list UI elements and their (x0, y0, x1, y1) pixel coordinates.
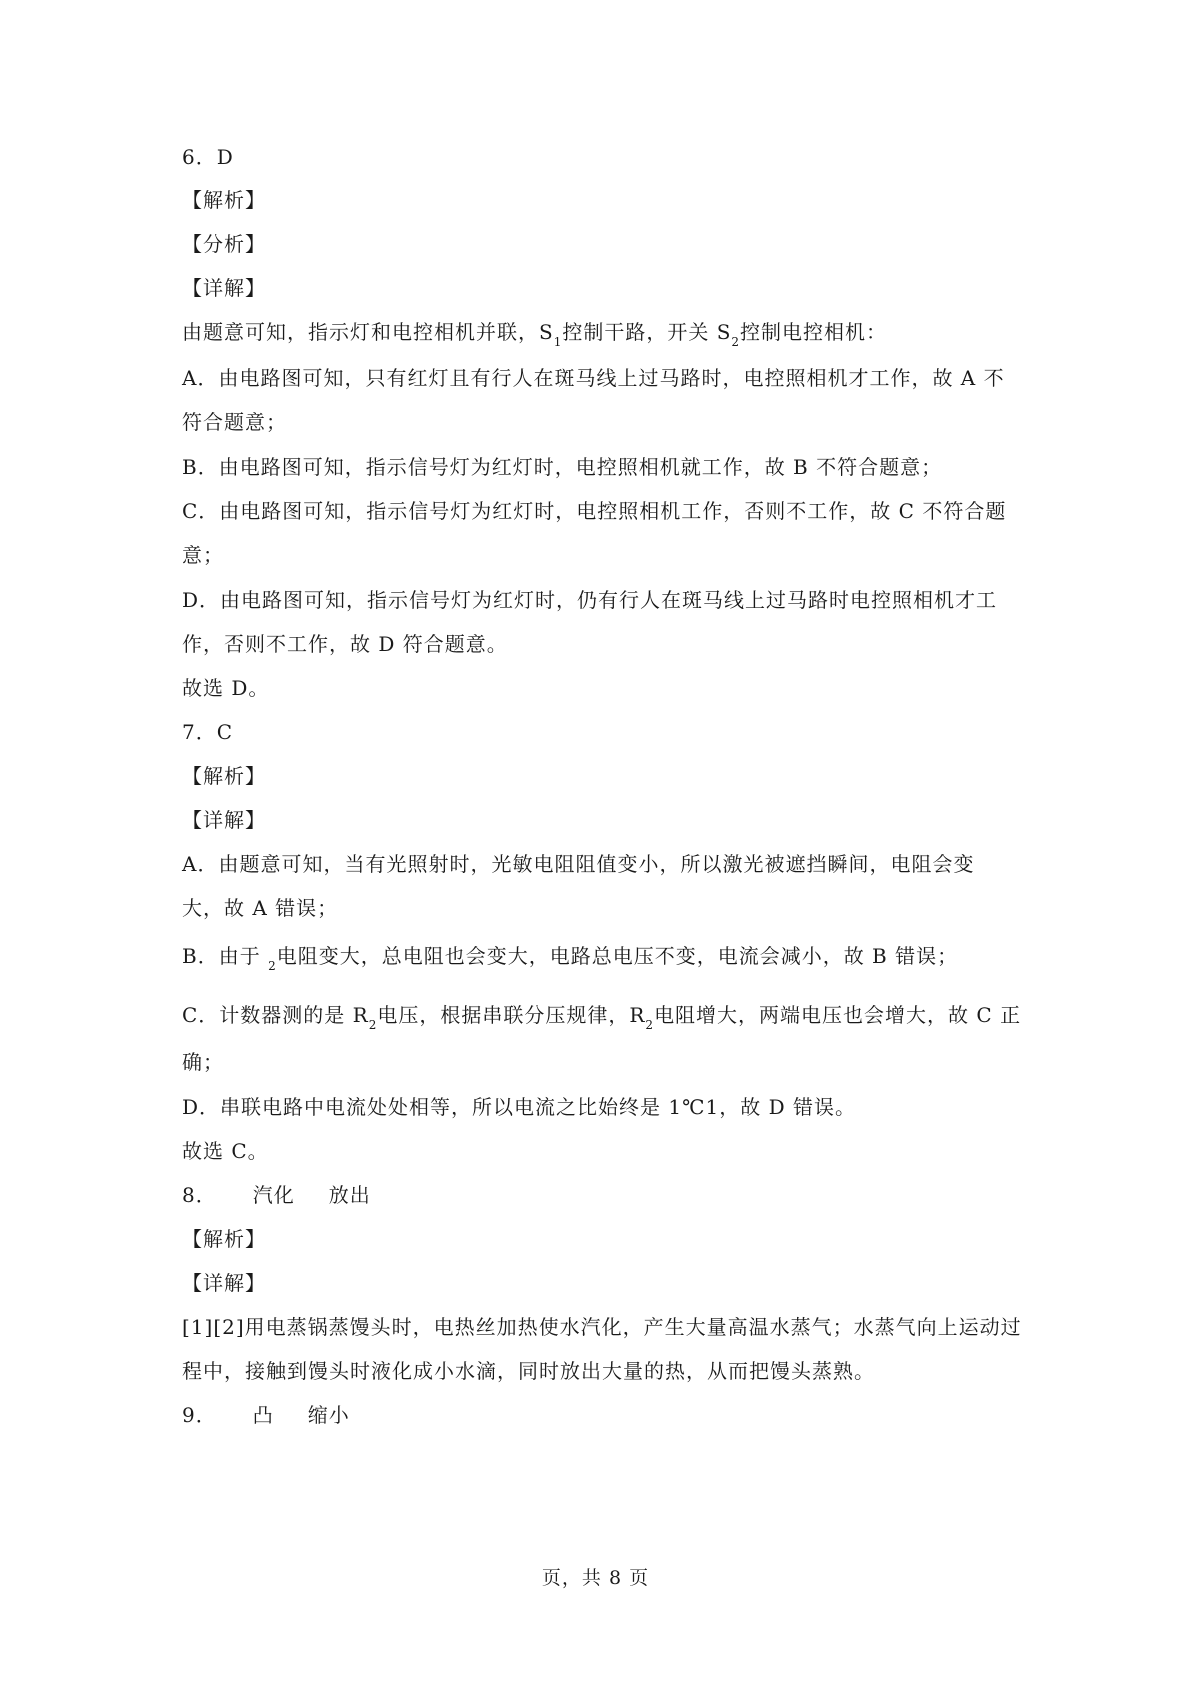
q9-blank-2: 缩小 (307, 1403, 350, 1427)
q7-answer: 7．C (182, 720, 234, 744)
q8-blank-1: 汽化 (252, 1183, 295, 1207)
q9-answer-line (182, 1401, 350, 1429)
q7-option-c-subscript-2: 2 (645, 1018, 655, 1032)
q7-option-c-part-c: 电阻增大，两端电压也会增大，故 C 正 (654, 1003, 1022, 1027)
q7-xiangjie-heading: 【详解】 (182, 808, 266, 832)
q8-jiexi-heading: 【解析】 (182, 1227, 266, 1251)
q6-intro-line (182, 318, 887, 349)
q6-option-a-line2: 符合题意； (182, 410, 287, 434)
q9-blank-1: 凸 (252, 1403, 274, 1427)
q6-intro-part-c: 控制电控相机： (740, 320, 888, 344)
q6-option-a-line1: A．由电路图可知，只有红灯且有行人在斑马线上过马路时，电控照相机才工作，故 A 不 (182, 366, 1005, 390)
q7-option-c-line1 (182, 1001, 1021, 1032)
q8-number: 8． (182, 1183, 217, 1207)
q7-jiexi-heading: 【解析】 (182, 764, 266, 788)
q8-xiangjie-heading: 【详解】 (182, 1271, 266, 1295)
q7-option-b-part-a: B．由于 (182, 944, 269, 968)
q8-blank-2: 放出 (328, 1183, 371, 1207)
q7-option-a-line1: A．由题意可知，当有光照射时，光敏电阻阻值变小，所以激光被遮挡瞬间，电阻会变 (182, 852, 975, 876)
q6-jiexi-heading: 【解析】 (182, 188, 266, 212)
q7-option-b-line (182, 942, 958, 973)
q7-option-b-subscript: 2 (268, 959, 277, 973)
q6-option-c-line1: C．由电路图可知，指示信号灯为红灯时，电控照相机工作，否则不工作，故 C 不符合题 (182, 499, 1007, 523)
q6-conclusion: 故选 D。 (182, 676, 270, 700)
q7-option-c-line2: 确； (182, 1050, 224, 1074)
q6-fenxi-heading: 【分析】 (182, 232, 266, 256)
q9-number: 9． (182, 1403, 217, 1427)
q6-intro-part-a: 由题意可知，指示灯和电控相机并联，S (182, 320, 554, 344)
q6-option-d-line1: D．由电路图可知，指示信号灯为红灯时，仍有行人在斑马线上过马路时电控照相机才工 (182, 588, 998, 612)
q8-text-line1: [1][2]用电蒸锅蒸馒头时，电热丝加热使水汽化，产生大量高温水蒸气；水蒸气向上运动过 (182, 1315, 1022, 1339)
q6-answer: 6．D (182, 145, 234, 169)
q6-option-c-line2: 意； (182, 543, 224, 567)
q7-option-d: D．串联电路中电流处处相等，所以电流之比始终是 1℃1，故 D 错误。 (182, 1095, 856, 1119)
q6-intro-part-b: 控制干路，开关 S (562, 320, 732, 344)
page-footer: 页，共 8 页 (541, 1567, 650, 1589)
q7-option-a-line2: 大，故 A 错误； (182, 896, 339, 920)
q6-intro-subscript-1: 1 (553, 335, 563, 349)
q7-option-c-subscript-1: 2 (368, 1018, 378, 1032)
q6-option-b: B．由电路图可知，指示信号灯为红灯时，电控照相机就工作，故 B 不符合题意； (182, 455, 943, 479)
q6-intro-subscript-2: 2 (731, 335, 741, 349)
q7-option-c-part-a: C．计数器测的是 R (182, 1003, 369, 1027)
q8-answer-line (182, 1181, 371, 1209)
q8-text-line2: 程中，接触到馒头时液化成小水滴，同时放出大量的热，从而把馒头蒸熟。 (182, 1359, 875, 1383)
q6-xiangjie-heading: 【详解】 (182, 276, 266, 300)
q7-option-c-part-b: 电压，根据串联分压规律，R (377, 1003, 646, 1027)
q7-option-b-part-b: 电阻变大，总电阻也会变大，电路总电压不变，电流会减小，故 B 错误； (276, 944, 959, 968)
q6-option-d-line2: 作，否则不工作，故 D 符合题意。 (182, 632, 508, 656)
q7-conclusion: 故选 C。 (182, 1139, 269, 1163)
